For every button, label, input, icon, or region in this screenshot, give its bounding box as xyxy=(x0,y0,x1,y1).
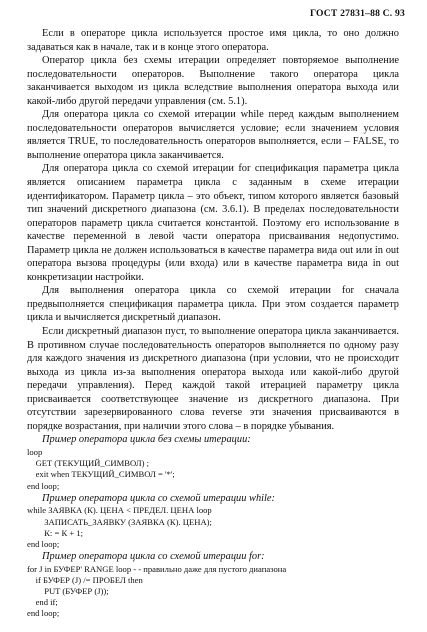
code-line: exit when ТЕКУЩИЙ_СИМВОЛ = '*'; xyxy=(27,469,175,480)
page-header: ГОСТ 27831–88 С. 93 xyxy=(309,8,405,19)
code-block-while xyxy=(27,505,399,550)
code-line: ЗАПИСАТЬ_ЗАЯВКУ (ЗАЯВКА (К). ЦЕНА); xyxy=(27,516,212,527)
code-line: end loop; xyxy=(27,538,60,549)
example-title-no-iteration: Пример оператора цикла без схемы итерации: xyxy=(42,434,251,446)
code-block-for xyxy=(27,564,399,620)
code-line: end loop; xyxy=(27,480,60,491)
example-title-while: Пример оператора цикла со схемой итерации while: xyxy=(42,492,275,504)
document-body xyxy=(27,27,399,620)
code-line: for J in БУФЕР' RANGE loop - - правильно даже для пустого диапазона xyxy=(27,563,287,574)
code-block-no-iteration xyxy=(27,447,399,492)
paragraph-no-iteration: Оператор цикла без схемы итерации определяет повторяемое выполнение последовательности операторов. Выполнение такого оператора цикла заканчивается выходом из цикла вследствие выполнения оператора выхода или какой-либо другой передачи управления (см. 5.1). xyxy=(27,55,399,107)
paragraph-while: Для оператора цикла со схемой итерации while перед каждым выполнением последовательности операторов вычисляется условие; если значением условия является TRUE, то последовательность операторов выполняется, если – FALSE, то выполнение оператора цикла заканчивается. xyxy=(27,109,399,161)
paragraph-loop-name: Если в операторе цикла используется простое имя цикла, то оно должно задаваться как в начале, так и в конце этого оператора. xyxy=(27,28,399,53)
code-line: PUT (БУФЕР (J)); xyxy=(27,586,109,597)
code-line: loop xyxy=(27,446,43,457)
code-line: while ЗАЯВКА (К). ЦЕНА < ПРЕДЕЛ. ЦЕНА loop xyxy=(27,505,212,516)
code-line: end loop; xyxy=(27,608,60,619)
code-line: К: = К + 1; xyxy=(27,527,84,538)
code-line: if БУФЕР (J) /= ПРОБЕЛ then xyxy=(27,574,143,585)
code-line: end if; xyxy=(27,597,58,608)
paragraph-for-spec: Для оператора цикла со схемой итерации for спецификация параметра цикла является описанием параметра цикла с заданным в схеме итерации идентификатором. Параметр цикла – это объект, типом которого является базовый тип значений дискретного диапазона (см. 3.6.1). В пределах последовательности операторов параметр цикла считается константой. Поэтому его использование в качестве переменной в левой части оператора присваивания недопустимо. Параметр цикла не должен использоваться в качестве параметра вида out или in out оператора вызова процедуры (или входа) или в качестве параметра вида in out конкретизации настройки. xyxy=(27,163,399,283)
example-title-for: Пример оператора цикла со схемой итерации for: xyxy=(42,551,265,563)
paragraph-empty-range: Если дискретный диапазон пуст, то выполнение оператора цикла заканчивается. В противном случае последовательность операторов выполняется по одному разу для каждого значения из дискретного диапазона (при условии, что не происходит выхода из цикла из-за выполнения оператора выхода или какой-либо другой передачи управления). Перед каждой такой итерацией параметру цикла присваивается соответствующее значение из дискретного диапазона. При отсутствии зарезервированного слова reverse эти значения присваиваются в порядке возрастания, при наличии этого слова – в порядке убывания. xyxy=(27,326,399,432)
paragraph-for-execution: Для выполнения оператора цикла со схемой итерации for сначала предвыполняется спецификация параметра цикла. При этом создается параметр цикла и вычисляется дискретный диапазон. xyxy=(27,285,399,324)
code-line: GET (ТЕКУЩИЙ_СИМВОЛ) ; xyxy=(27,458,149,469)
